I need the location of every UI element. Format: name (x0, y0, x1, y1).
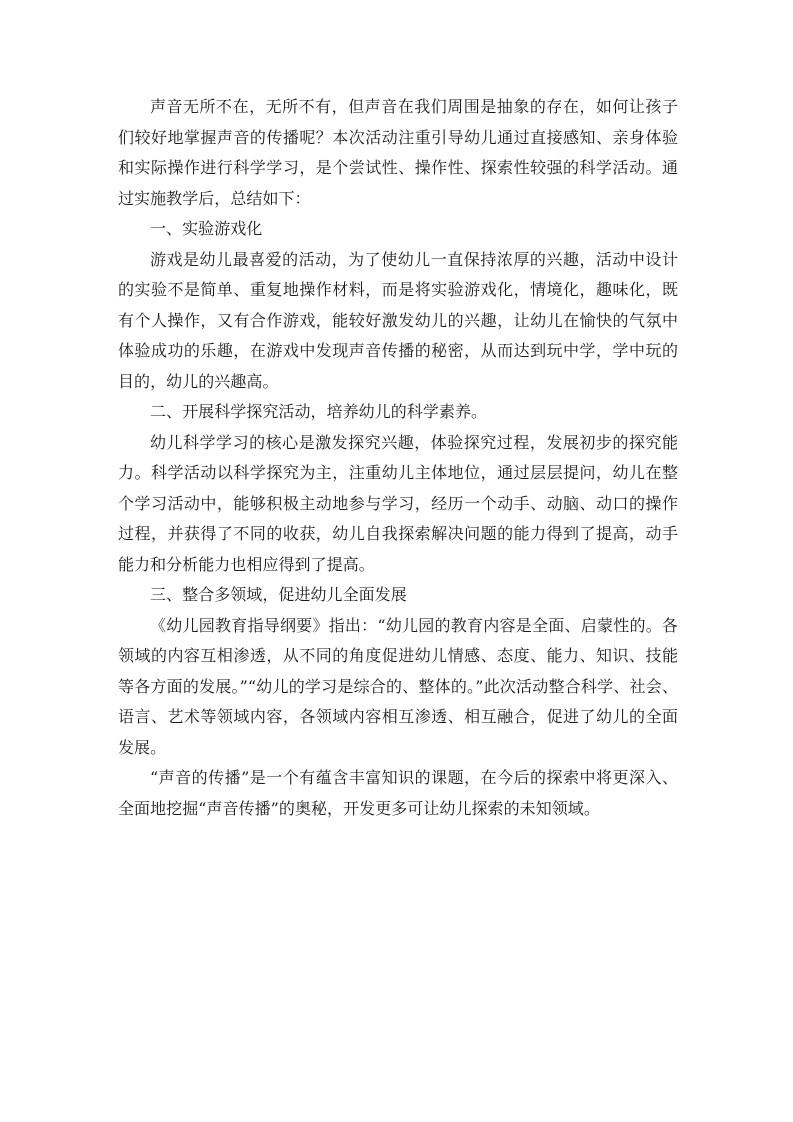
section-3-paragraph: 《幼儿园教育指导纲要》指出：“幼儿园的教育内容是全面、启蒙性的。各领域的内容互相渗透，从不同的角度促进幼儿情感、态度、能力、知识、技能等各方面的发展。”“幼儿的学习是综合的、整体的。”此次活动整合科学、社会、语言、艺术等领域内容，各领域内容相互渗透、相互融合，促进了幼儿的全面发展。 (118, 615, 678, 757)
section-heading-1: 一、实验游戏化 (150, 219, 263, 238)
section-1-paragraph: 游戏是幼儿最喜爱的活动，为了使幼儿一直保持浓厚的兴趣，活动中设计的实验不是简单、重复地操作材料，而是将实验游戏化，情境化，趣味化，既有个人操作，又有合作游戏，能较好激发幼儿的兴趣，让幼儿在愉快的气氛中体验成功的乐趣，在游戏中发现声音传播的秘密，从而达到玩中学，学中玩的目的，幼儿的兴趣高。 (118, 249, 678, 391)
intro-paragraph: 声音无所不在，无所不有，但声音在我们周围是抽象的存在，如何让孩子们较好地掌握声音的传播呢？本次活动注重引导幼儿通过直接感知、亲身体验和实际操作进行科学学习，是个尝试性、操作性、探索性较强的科学活动。通过实施教学后，总结如下： (118, 97, 678, 208)
document-body (118, 92, 678, 824)
section-heading-3: 三、整合多领域，促进幼儿全面发展 (150, 585, 407, 604)
section-2-paragraph: 幼儿科学学习的核心是激发探究兴趣，体验探究过程，发展初步的探究能力。科学活动以科学探究为主，注重幼儿主体地位，通过层层提问，幼儿在整个学习活动中，能够积极主动地参与学习，经历一个动手、动脑、动口的操作过程，并获得了不同的收获，幼儿自我探索解决问题的能力得到了提高，动手能力和分析能力也相应得到了提高。 (118, 432, 678, 574)
section-heading-2: 二、开展科学探究活动，培养幼儿的科学素养。 (150, 402, 488, 421)
closing-paragraph: “声音的传播”是一个有蕴含丰富知识的课题，在今后的探索中将更深入、全面地挖掘“声音传播”的奥秘，开发更多可让幼儿探索的未知领域。 (118, 768, 678, 818)
